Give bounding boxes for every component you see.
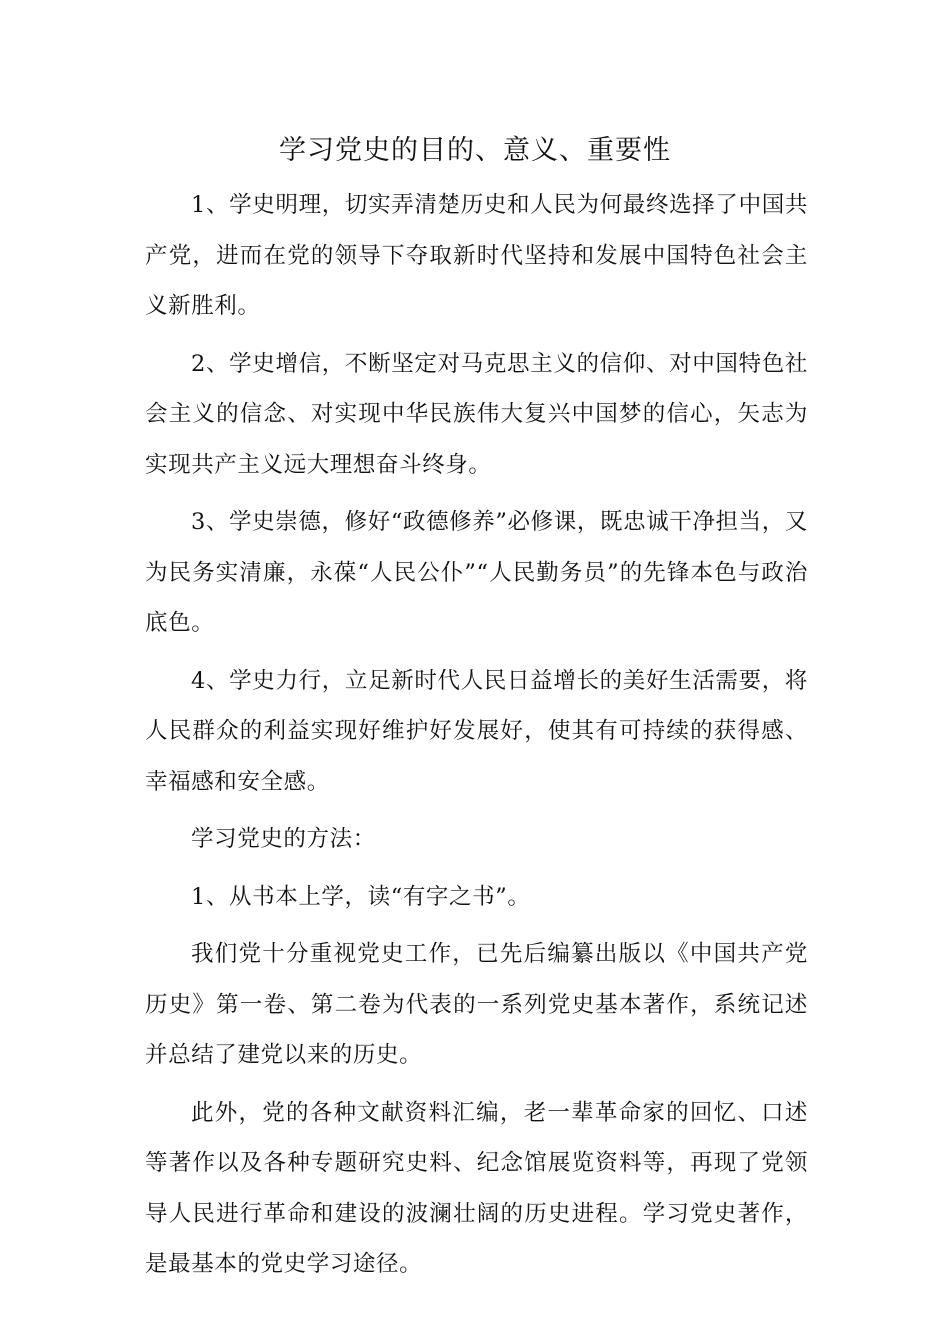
paragraph-other-sources: 此外，党的各种文献资料汇编，老一辈革命家的回忆、口述等著作以及各种专题研究史料、纪念馆展览资料等，再现了党领导人民进行革命和建设的波澜壮阔的历史进程。学习党史著作，是最基本的党史学习途径。 bbox=[145, 1099, 808, 1277]
paragraph-goal-4: 4、学史力行，立足新时代人民日益增长的美好生活需要，将人民群众的利益实现好维护好发展好，使其有可持续的获得感、幸福感和安全感。 bbox=[145, 667, 808, 795]
paragraph-method-1: 1、从书本上学，读“有字之书”。 bbox=[191, 883, 531, 910]
section-heading-methods: 学习党史的方法： bbox=[191, 826, 376, 852]
document-title: 学习党史的目的、意义、重要性 bbox=[279, 135, 671, 166]
paragraph-history-works: 我们党十分重视党史工作，已先后编纂出版以《中国共产党历史》第一卷、第二卷为代表的一系列党史基本著作，系统记述并总结了建党以来的历史。 bbox=[145, 941, 808, 1068]
paragraph-goal-1: 1、学史明理，切实弄清楚历史和人民为何最终选择了中国共产党，进而在党的领导下夺取新时代坚持和发展中国特色社会主义新胜利。 bbox=[145, 192, 808, 319]
paragraph-goal-3: 3、学史崇德，修好“政德修养”必修课，既忠诚干净担当，又为民务实清廉，永葆“人民公仆”“人民勤务员”的先锋本色与政治底色。 bbox=[145, 509, 808, 636]
document-body bbox=[145, 180, 808, 1297]
paragraph-goal-2: 2、学史增信，不断坚定对马克思主义的信仰、对中国特色社会主义的信念、对实现中华民族伟大复兴中国梦的信心，矢志为实现共产主义远大理想奋斗终身。 bbox=[145, 350, 808, 478]
